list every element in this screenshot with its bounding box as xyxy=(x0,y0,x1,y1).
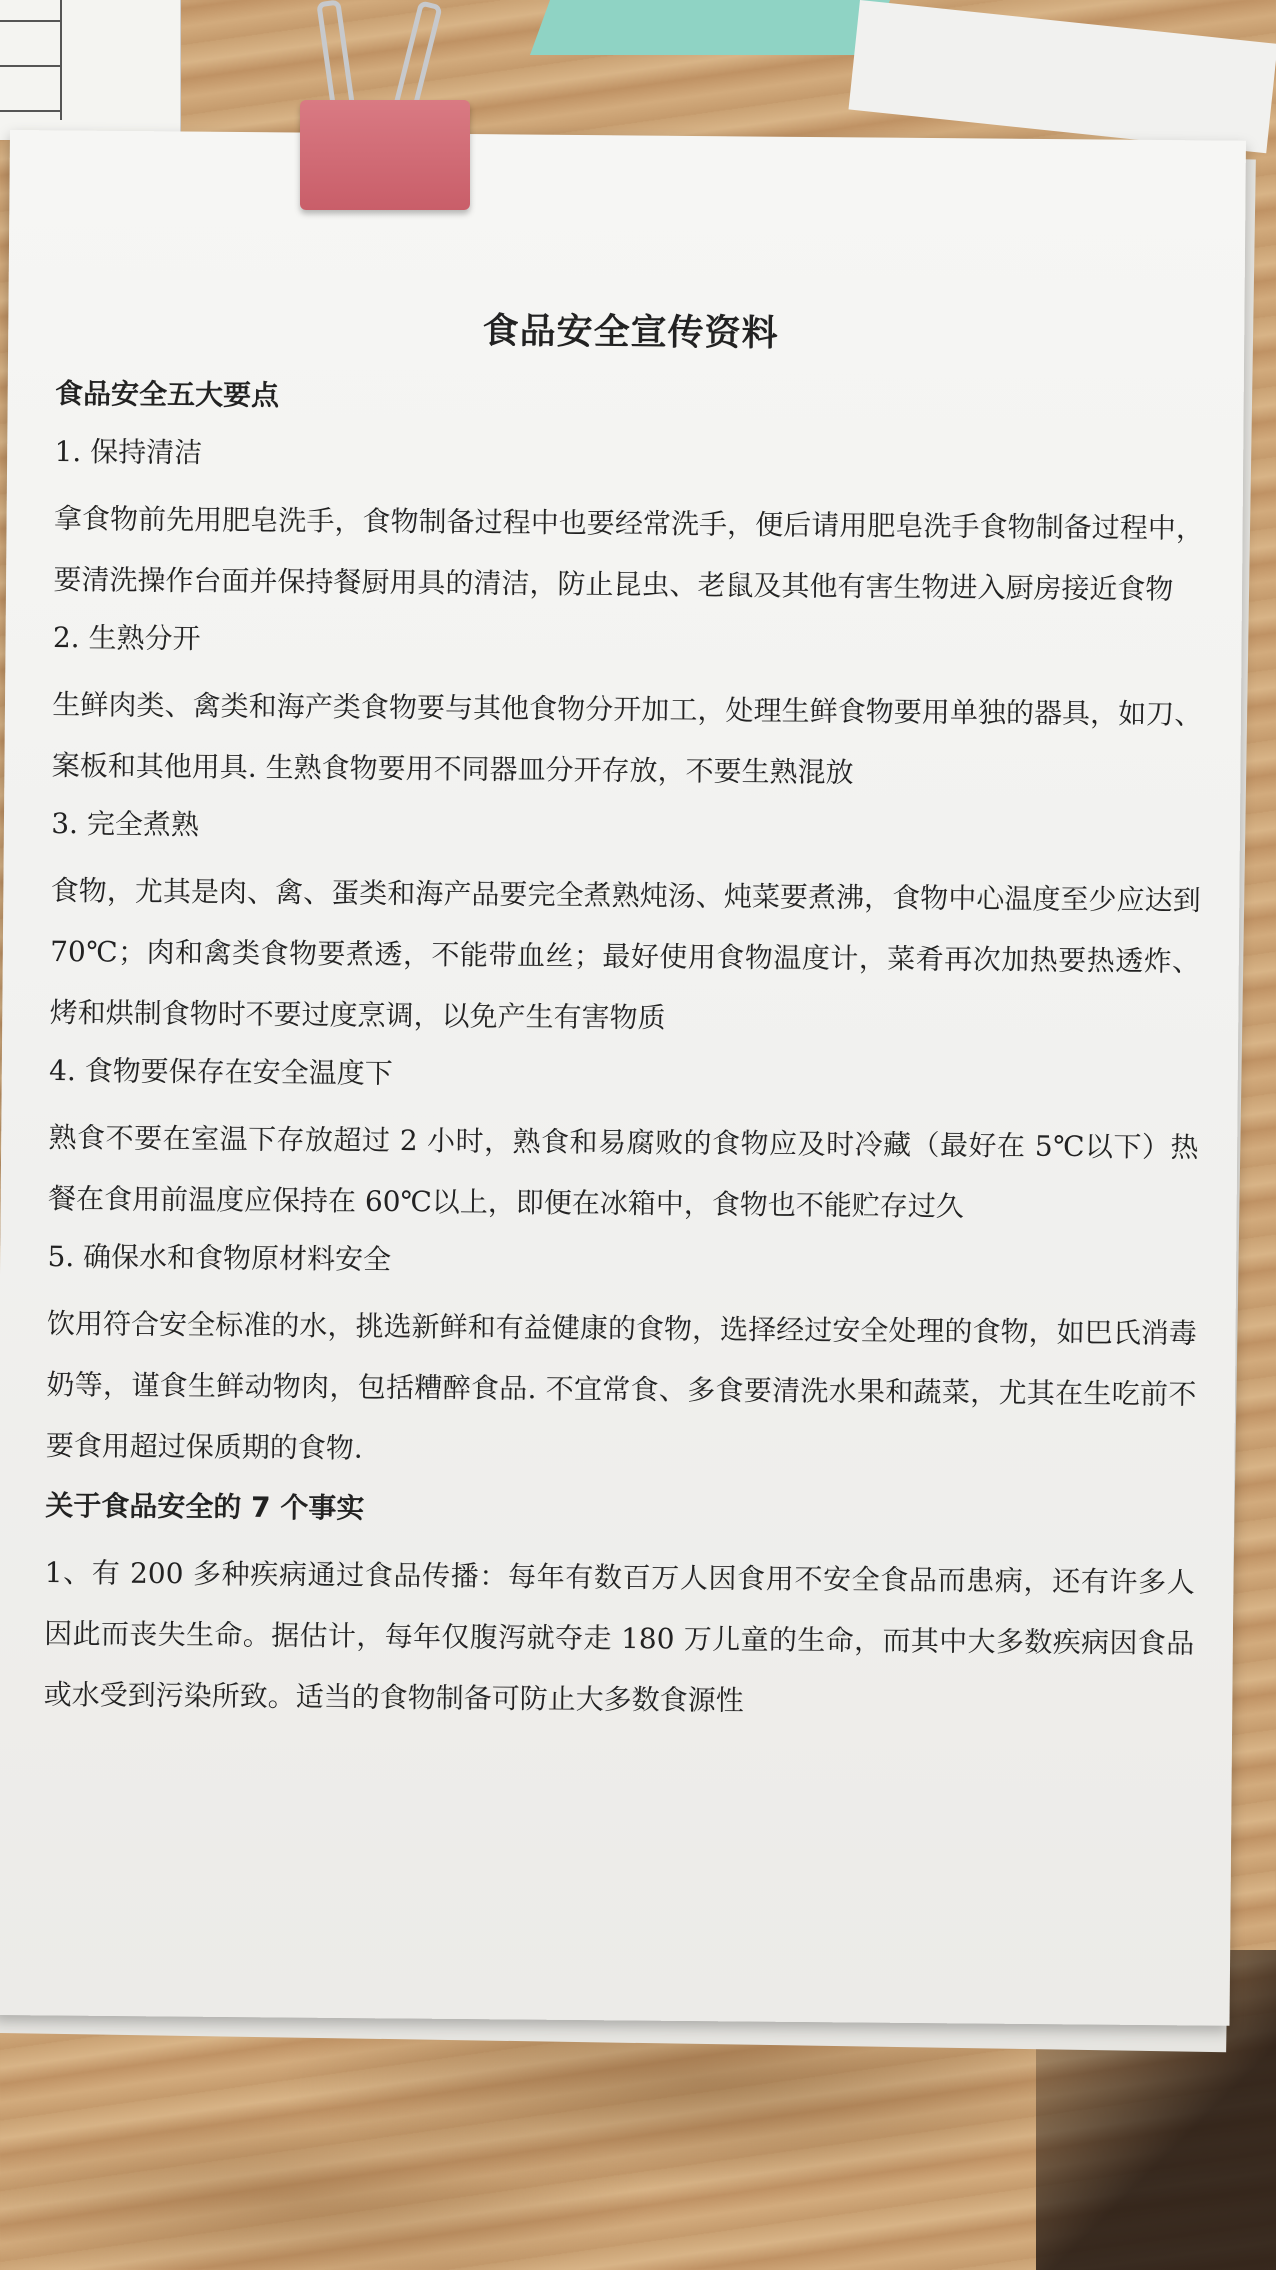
item-heading-separate-raw-cooked: 2. 生熟分开 xyxy=(52,620,201,656)
binder-clip xyxy=(300,100,470,210)
section-heading-seven-facts: 关于食品安全的 7 个事实 xyxy=(45,1488,365,1525)
item-text-safe-water-materials: 饮用符合安全标准的水，挑选新鲜和有益健康的食物，选择经过安全处理的食物，如巴氏消毒奶等，谨食生鲜动物肉，包括糟醉食品. 不宜常食、多食要清洗水果和蔬菜，尤其在生吃前不要食用超过保质期的食物. xyxy=(45,1306,1198,1465)
item-heading-safe-water-materials: 5. 确保水和食物原材料安全 xyxy=(47,1239,392,1276)
grid-line xyxy=(0,20,60,22)
grid-line xyxy=(0,110,60,112)
background-teal-paper xyxy=(530,0,890,55)
grid-line xyxy=(60,0,62,120)
item-text-safe-temperature: 熟食不要在室温下存放超过 2 小时，熟食和易腐败的食物应及时冷藏（最好在 5℃以下）热餐在食用前温度应保持在 60℃以上，即便在冰箱中，食物也不能贮存过久 xyxy=(47,1120,1199,1223)
fact-text-1: 1、有 200 多种疾病通过食品传播：每年有数百万人因食用不安全食品而患病，还有许多人因此而丧失生命。据估计，每年仅腹泻就夺走 180 万儿童的生命，而其中大多数疾病因食品或水受到污染所致。适当的食物制备可防止大多数食源性 xyxy=(43,1555,1195,1718)
background-white-card xyxy=(849,0,1276,153)
item-text-keep-clean: 拿食物前先用肥皂洗手，食物制备过程中也要经常洗手，便后请用肥皂洗手食物制备过程中，要清洗操作台面并保持餐厨用具的清洁，防止昆虫、老鼠及其他有害生物进入厨房接近食物 xyxy=(53,501,1205,606)
background-grid-sheet xyxy=(0,0,181,140)
document-body xyxy=(43,285,1206,1741)
item-text-cook-thoroughly: 食物，尤其是肉、禽、蛋类和海产品要完全煮熟炖汤、炖菜要煮沸，食物中心温度至少应达到 70℃；肉和禽类食物要煮透，不能带血丝；最好使用食物温度计，菜肴再次加热要热透炸、烤和烘制食物时不要过度烹调，以免产生有害物质 xyxy=(49,873,1201,1035)
item-heading-keep-clean: 1. 保持清洁 xyxy=(54,434,203,470)
section-heading-five-keys: 食品安全五大要点 xyxy=(54,376,280,412)
grid-line xyxy=(0,65,60,67)
document-title: 食品安全宣传资料 xyxy=(482,310,779,355)
item-heading-cook-thoroughly: 3. 完全煮熟 xyxy=(51,806,200,842)
item-text-separate-raw-cooked: 生鲜肉类、禽类和海产类食物要与其他食物分开加工，处理生鲜食物要用单独的器具，如刀、案板和其他用具. 生熟食物要用不同器皿分开存放，不要生熟混放 xyxy=(51,687,1203,789)
item-heading-safe-temperature: 4. 食物要保存在安全温度下 xyxy=(49,1053,393,1090)
